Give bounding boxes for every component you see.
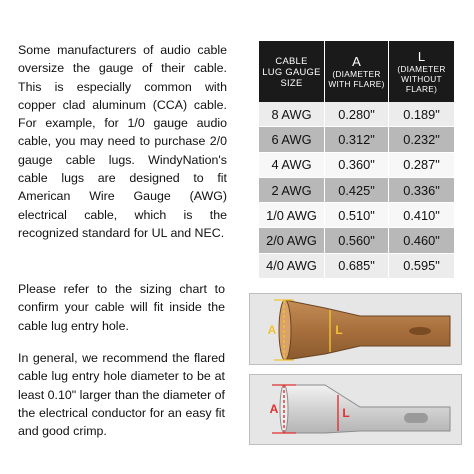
cell-a: 0.560" xyxy=(325,228,389,253)
cell-size: 4/0 AWG xyxy=(259,253,325,278)
table-row xyxy=(259,203,455,228)
flared-lug-illustration xyxy=(250,294,461,364)
header-size-line-2: LUG GAUGE xyxy=(262,66,321,77)
recommend-paragraph: In general, we recommend the flared cable lug entry hole diameter to be at least 0.10" larger than the diameter of the electrical conductor for an easy fit and good crimp. xyxy=(18,351,225,439)
header-size-line-3: SIZE xyxy=(280,77,303,88)
straight-lug-illustration xyxy=(250,375,461,444)
refer-paragraph: Please refer to the sizing chart to confirm your cable will fit inside the cable lug entry hole. xyxy=(18,282,225,333)
cell-a: 0.280" xyxy=(325,102,389,127)
a-dimension-label: A xyxy=(269,402,279,416)
a-dimension-label: A xyxy=(267,323,277,337)
header-l-letter: L xyxy=(417,48,426,64)
header-l-line-2: WITHOUT xyxy=(401,73,442,84)
cell-a: 0.425" xyxy=(325,177,389,202)
intro-paragraph: Some manufacturers of audio cable oversize the gauge of their cable. This is especially common with copper clad aluminum (CCA) cable. For example, for 1/0 gauge audio cable, you may need to purchase 2/0 gauge cable lugs. WindyNation's cable lugs are designed to fit American Wire Gauge (AWG) electrical cable, which is the recognized standard for UL and NEC. xyxy=(18,43,227,240)
l-dimension-label: L xyxy=(342,406,350,420)
table-row xyxy=(259,228,455,253)
header-a-line-1: (DIAMETER xyxy=(332,68,381,79)
cell-size: 1/0 AWG xyxy=(259,203,325,228)
table-row xyxy=(259,152,455,177)
cell-l: 0.595" xyxy=(389,253,455,278)
sizing-chart-table xyxy=(258,41,455,279)
table-row xyxy=(259,102,455,127)
header-l-line-1: (DIAMETER xyxy=(397,63,446,74)
cell-l: 0.460" xyxy=(389,228,455,253)
cell-size: 2 AWG xyxy=(259,177,325,202)
sizing-chart-header-row xyxy=(259,41,455,102)
tinned-lug-body xyxy=(284,385,450,433)
cell-l: 0.232" xyxy=(389,127,455,152)
cell-l: 0.410" xyxy=(389,203,455,228)
cell-size: 6 AWG xyxy=(259,127,325,152)
stud-hole xyxy=(409,327,431,335)
cell-size: 8 AWG xyxy=(259,102,325,127)
cell-l: 0.287" xyxy=(389,152,455,177)
cell-a: 0.685" xyxy=(325,253,389,278)
cell-a: 0.312" xyxy=(325,127,389,152)
header-a-diameter-with-flare xyxy=(325,41,389,102)
lug-flare-opening xyxy=(279,300,291,360)
header-cable-lug-gauge-size xyxy=(259,41,325,102)
cell-size: 2/0 AWG xyxy=(259,228,325,253)
cell-l: 0.336" xyxy=(389,177,455,202)
table-row xyxy=(259,177,455,202)
table-row xyxy=(259,127,455,152)
table-row xyxy=(259,253,455,278)
header-a-letter: A xyxy=(352,53,361,69)
cell-size: 4 AWG xyxy=(259,152,325,177)
cell-a: 0.510" xyxy=(325,203,389,228)
stud-hole xyxy=(404,413,428,423)
header-l-diameter-without-flare xyxy=(389,41,455,102)
flared-lug-diagram xyxy=(249,293,462,365)
straight-lug-diagram xyxy=(249,374,462,445)
header-l-line-3: FLARE) xyxy=(405,83,438,94)
header-size-line-1: CABLE xyxy=(275,55,308,66)
cell-a: 0.360" xyxy=(325,152,389,177)
cell-l: 0.189" xyxy=(389,102,455,127)
header-a-line-2: WITH FLARE) xyxy=(328,78,385,89)
l-dimension-label: L xyxy=(335,323,343,337)
